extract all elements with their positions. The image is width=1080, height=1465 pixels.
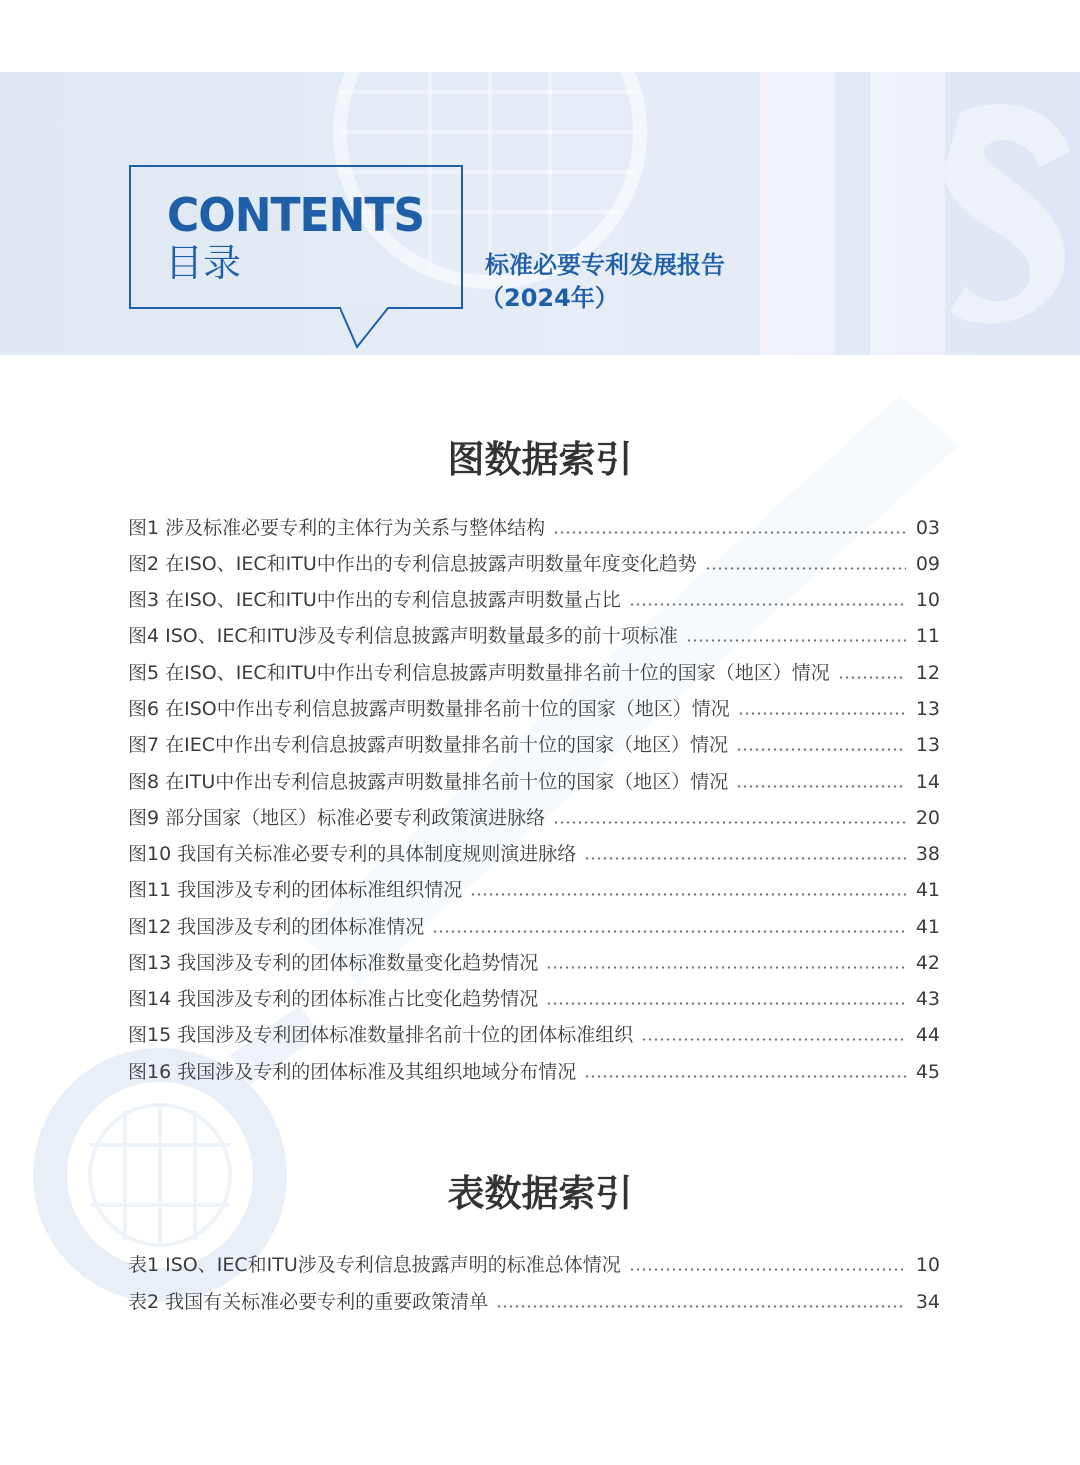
toc-label: 图1 涉及标准必要专利的主体行为关系与整体结构 [128,517,546,539]
toc-row[interactable] [128,547,940,577]
toc-label: 表2 我国有关标准必要专利的重要政策清单 [128,1291,489,1313]
toc-row[interactable] [128,692,940,722]
toc-page-number: 42 [915,952,940,974]
toc-page-number: 34 [915,1291,940,1313]
dot-leader [553,531,906,534]
toc-label: 图4 ISO、IEC和ITU涉及专利信息披露声明数量最多的前十项标准 [128,625,678,647]
toc-label: 图10 我国有关标准必要专利的具体制度规则演进脉络 [128,843,577,865]
toc-page-number: 44 [915,1024,940,1046]
toc-page-number: 43 [915,988,940,1010]
toc-row[interactable] [128,982,940,1012]
toc-row[interactable] [128,910,940,940]
contents-subtitle: 目录 [165,241,242,285]
toc-row[interactable] [128,837,940,867]
report-year: （2024年） [480,284,619,312]
toc-label: 图13 我国涉及专利的团体标准数量变化趋势情况 [128,952,539,974]
toc-label: 图11 我国涉及专利的团体标准组织情况 [128,879,463,901]
toc-row[interactable] [128,946,940,976]
toc-page-number: 20 [915,807,940,829]
toc-row[interactable] [128,765,940,795]
toc-page-number: 12 [915,662,940,684]
toc-label: 图9 部分国家（地区）标准必要专利政策演进脉络 [128,807,546,829]
toc-label: 图12 我国涉及专利的团体标准情况 [128,916,425,938]
dot-leader [641,1038,906,1041]
toc-row[interactable] [128,1248,940,1278]
toc-row[interactable] [128,583,940,613]
toc-row[interactable] [128,1055,940,1085]
dot-leader [584,857,906,860]
toc-label: 图7 在IEC中作出专利信息披露声明数量排名前十位的国家（地区）情况 [128,734,729,756]
toc-row[interactable] [128,511,940,541]
callout-tail [340,300,390,350]
toc-page-number: 10 [915,589,940,611]
toc-page-number: 10 [915,1254,940,1276]
toc-label: 图2 在ISO、IEC和ITU中作出的专利信息披露声明数量年度变化趋势 [128,553,697,575]
toc-page-number: 41 [915,916,940,938]
toc-row[interactable] [128,1285,940,1315]
toc-page-number: 38 [915,843,940,865]
toc-page-number: 45 [915,1061,940,1083]
dot-leader [496,1305,906,1308]
toc-page-number: 13 [915,698,940,720]
dot-leader [738,712,906,715]
toc-page-number: 09 [915,553,940,575]
toc-row[interactable] [128,801,940,831]
contents-title: CONTENTS [167,188,425,243]
toc-page-number: 11 [915,625,940,647]
dot-leader [629,1268,906,1271]
toc-label: 图6 在ISO中作出专利信息披露声明数量排名前十位的国家（地区）情况 [128,698,730,720]
toc-label: 图14 我国涉及专利的团体标准占比变化趋势情况 [128,988,539,1010]
toc-label: 图16 我国涉及专利的团体标准及其组织地域分布情况 [128,1061,577,1083]
dot-leader [470,893,906,896]
dot-leader [546,966,906,969]
dot-leader [553,821,906,824]
dot-leader [584,1075,906,1078]
toc-row[interactable] [128,619,940,649]
toc-label: 图5 在ISO、IEC和ITU中作出专利信息披露声明数量排名前十位的国家（地区）情况 [128,662,830,684]
toc-label: 图15 我国涉及专利团体标准数量排名前十位的团体标准组织 [128,1024,634,1046]
toc-row[interactable] [128,1018,940,1048]
dot-leader [432,930,906,933]
toc-label: 图8 在ITU中作出专利信息披露声明数量排名前十位的国家（地区）情况 [128,771,729,793]
dot-leader [736,785,906,788]
report-title: 标准必要专利发展报告 [485,251,725,279]
toc-label: 图3 在ISO、IEC和ITU中作出的专利信息披露声明数量占比 [128,589,621,611]
dot-leader [705,567,906,570]
toc-page-number: 14 [915,771,940,793]
dot-leader [629,603,906,606]
table-index-heading: 表数据索引 [447,1172,633,1215]
dot-leader [546,1002,906,1005]
toc-row[interactable] [128,656,940,686]
toc-page-number: 13 [915,734,940,756]
dot-leader [736,748,906,751]
toc-page-number: 41 [915,879,940,901]
toc-page-number: 03 [915,517,940,539]
toc-row[interactable] [128,873,940,903]
toc-label: 表1 ISO、IEC和ITU涉及专利信息披露声明的标准总体情况 [128,1254,621,1276]
dot-leader [686,639,906,642]
figure-index-heading: 图数据索引 [447,438,633,481]
dot-leader [838,676,906,679]
toc-row[interactable] [128,728,940,758]
